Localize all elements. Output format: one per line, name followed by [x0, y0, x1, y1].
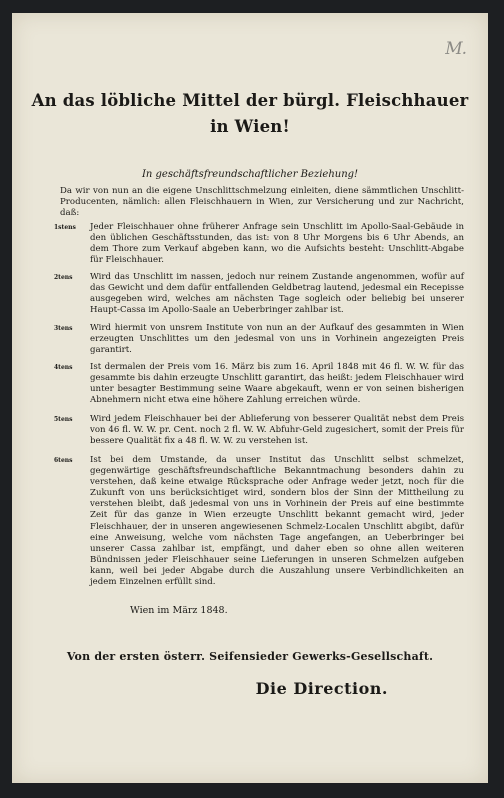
signature: Die Direction.	[255, 679, 388, 698]
item-text: Ist bei dem Umstande, da unser Institut das Unschlitt selbst schmelzet, gegenwärtige geschäftsfreundschaftliche Bekanntmachung besonders dahin zu verstehen, daß keine etwaige Rücksprache oder Anfrage weder jetzt, noch für die Zukunft von uns berücksichtiget wird, sondern blos der Sinn der Mittheilung zu verstehen bleibt, daß jedesmal von uns in Vorhinein der Preis auf eine bestimmte Zeit für das ganze in Wien erzeugte Unschlitt bekannt gemacht wird, jeder Fleischhauer, der in unseren angewiesenen Schmelz-Localen Unschlitt abgibt, dafür eine Anweisung, welche vom nächsten Tage angefangen, an Ueberbringer bei unserer Cassa zahlbar ist, empfängt, und daher eben so ohne allen weiteren Bündnissen jeder Fleischhauer seine Lieferungen in unseren Schmelzen aufgeben kann, weil bei jeder Abgabe durch die Auszahlung unsere Verbindlichkeiten an jedem Einzelnen erfüllt sind.	[90, 455, 464, 588]
title-line-1: An das löbliche Mittel der bürgl. Fleischhauer	[31, 91, 469, 110]
salutation: In geschäftsfreundschaftlicher Beziehung!	[141, 169, 359, 180]
item-text: Ist dermalen der Preis vom 16. März bis zum 16. April 1848 mit 46 fl. W. W. für das gesammte bis dahin erzeugte Unschlitt garantirt, das heißt: jedem Fleischhauer wird unter besagter Bestimmung seine Waare abgekauft, wenn er von seinen bisherigen Abnehmern nicht etwa eine höhere Zahlung erreichen würde.	[90, 362, 464, 406]
poster-sheet	[12, 13, 488, 783]
item-number: 3tens	[54, 325, 73, 332]
item-text: Wird das Unschlitt im nassen, jedoch nur reinem Zustande angenommen, wofür auf das Gewicht und dem dafür entfallenden Geldbetrag lautend, jedesmal ein Recepisse ausgegeben wird, welches am nächsten Tage sogleich oder beliebig bei unserer Haupt-Cassa im Apollo-Saale an Ueberbringer zahlbar ist.	[90, 272, 464, 316]
item-text: Jeder Fleischhauer ohne früherer Anfrage sein Unschlitt im Apollo-Saal-Gebäude in den üblichen Geschäftsstunden, das ist: von 8 Uhr Morgens bis 6 Uhr Abends, an dem Thore zum Verkauf abgeben kann, wo die Aufsichts besteht: Unschlitt-Abgabe für Fleischhauer.	[90, 222, 464, 266]
item-text: Wird jedem Fleischhauer bei der Ablieferung von besserer Qualität nebst dem Preis von 46 fl. W. W. pr. Cent. noch 2 fl. W. W. Abfuhr-Geld zugesichert, somit der Preis für bessere Qualität fix a 48 fl. W. W. zu verstehen ist.	[90, 414, 464, 447]
item-number: 6tens	[54, 457, 73, 464]
item-number: 1stens	[54, 224, 76, 231]
issuer-line: Von der ersten österr. Seifensieder Gewerks-Gesellschaft.	[66, 650, 434, 663]
item-text: Wird hiermit von unsrem Institute von nun an der Aufkauf des gesammten in Wien erzeugten Unschlittes um den jedesmal von uns in Vorhinein angezeigten Preis garantirt.	[90, 323, 464, 356]
intro-paragraph: Da wir von nun an die eigene Unschlittschmelzung einleiten, diene sämmtlichen Unschlitt-Producenten, nämlich: allen Fleischhauern in Wien, zur Versicherung und zur Nachricht, daß:	[60, 186, 464, 219]
date-line: Wien im März 1848.	[130, 605, 228, 616]
item-number: 5tens	[54, 416, 73, 423]
title-line-2: in Wien!	[210, 117, 290, 136]
pencil-mark: M.	[445, 39, 466, 59]
item-number: 4tens	[54, 364, 73, 371]
item-number: 2tens	[54, 274, 73, 281]
